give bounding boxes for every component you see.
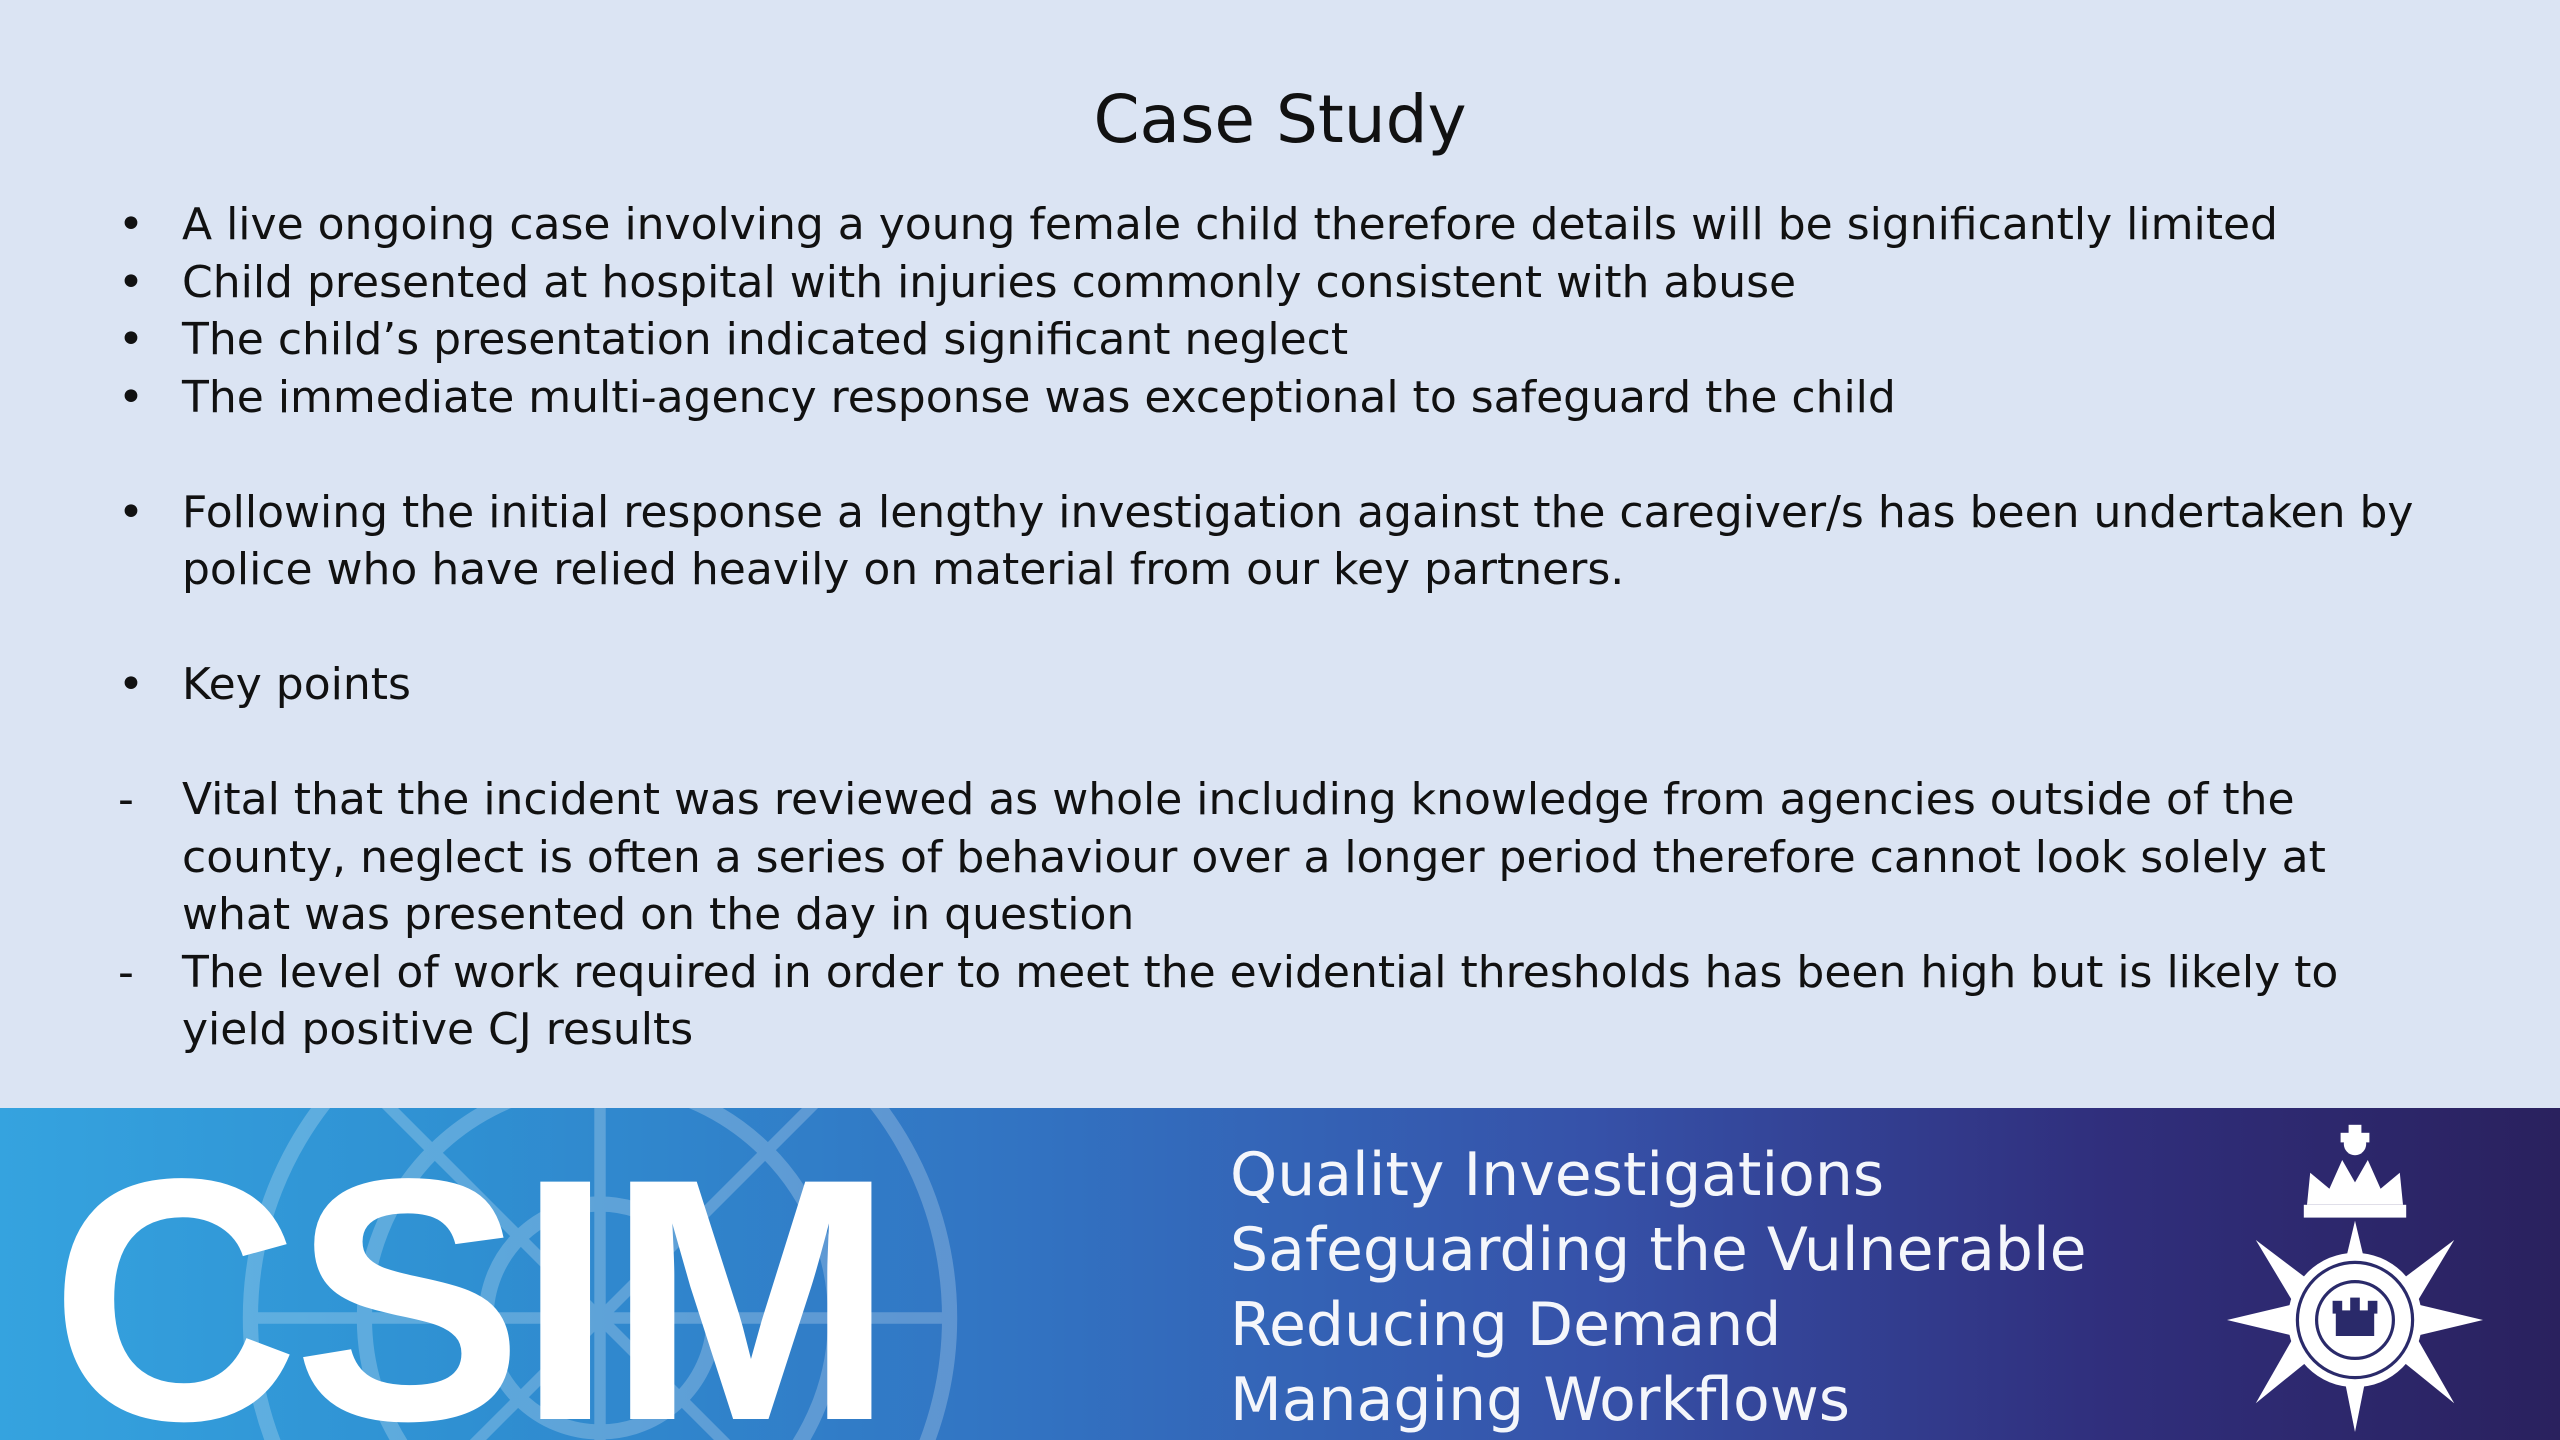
taglines [1230,1138,2087,1438]
bullet-marker: • [118,256,144,308]
list-item-text: Child presented at hospital with injuries commonly consistent with abuse [182,256,1797,308]
dash-group [110,771,2440,1059]
bullet-group [110,196,2440,426]
tagline: Quality Investigations [1230,1140,1885,1210]
slide-title: Case Study [1093,81,1467,158]
list-item [110,196,2440,254]
list-item [110,311,2440,369]
bullet-group [110,656,2440,714]
bullet-marker: • [118,371,144,423]
list-item [110,771,2440,944]
list-item [110,254,2440,312]
list-item-text: Following the initial response a lengthy investigation against the caregiver/s has been undertaken by police who have relied heavily on material from our key partners. [182,486,2414,595]
tagline: Safeguarding the Vulnerable [1230,1215,2087,1285]
police-star-badge-icon [2195,1112,2515,1440]
footer-banner [0,1108,2560,1440]
tagline: Reducing Demand [1230,1290,1782,1360]
list-item-text: Key points [182,659,411,710]
list-item-text: Vital that the incident was reviewed as whole including knowledge from agencies outside of the county, neglect is often a series of behaviour over a longer period therefore cannot look solely at what was presented on the day in question [182,774,2326,940]
slide-content [110,196,2440,1059]
list-item-text: A live ongoing case involving a young female child therefore details will be significantly limited [182,199,2278,250]
bullet-group [110,484,2440,599]
spacer [110,599,2440,657]
list-item [110,656,2440,714]
csim-logo: CSIM [50,1108,889,1440]
bullet-marker: • [118,314,144,365]
list-item [110,944,2440,1059]
bullet-marker: • [118,486,144,538]
spacer [110,426,2440,484]
list-item [110,484,2440,599]
bullet-marker: • [118,659,144,710]
list-item [110,369,2440,427]
dash-marker: - [118,946,134,998]
dash-marker: - [118,774,134,825]
bullet-marker: • [118,199,144,250]
list-item-text: The immediate multi-agency response was exceptional to safeguard the child [182,371,1896,423]
tagline: Managing Workflows [1230,1365,1851,1435]
spacer [110,714,2440,772]
list-item-text: The child’s presentation indicated significant neglect [182,314,1349,365]
list-item-text: The level of work required in order to meet the evidential thresholds has been high but is likely to yield positive CJ results [182,946,2339,1055]
